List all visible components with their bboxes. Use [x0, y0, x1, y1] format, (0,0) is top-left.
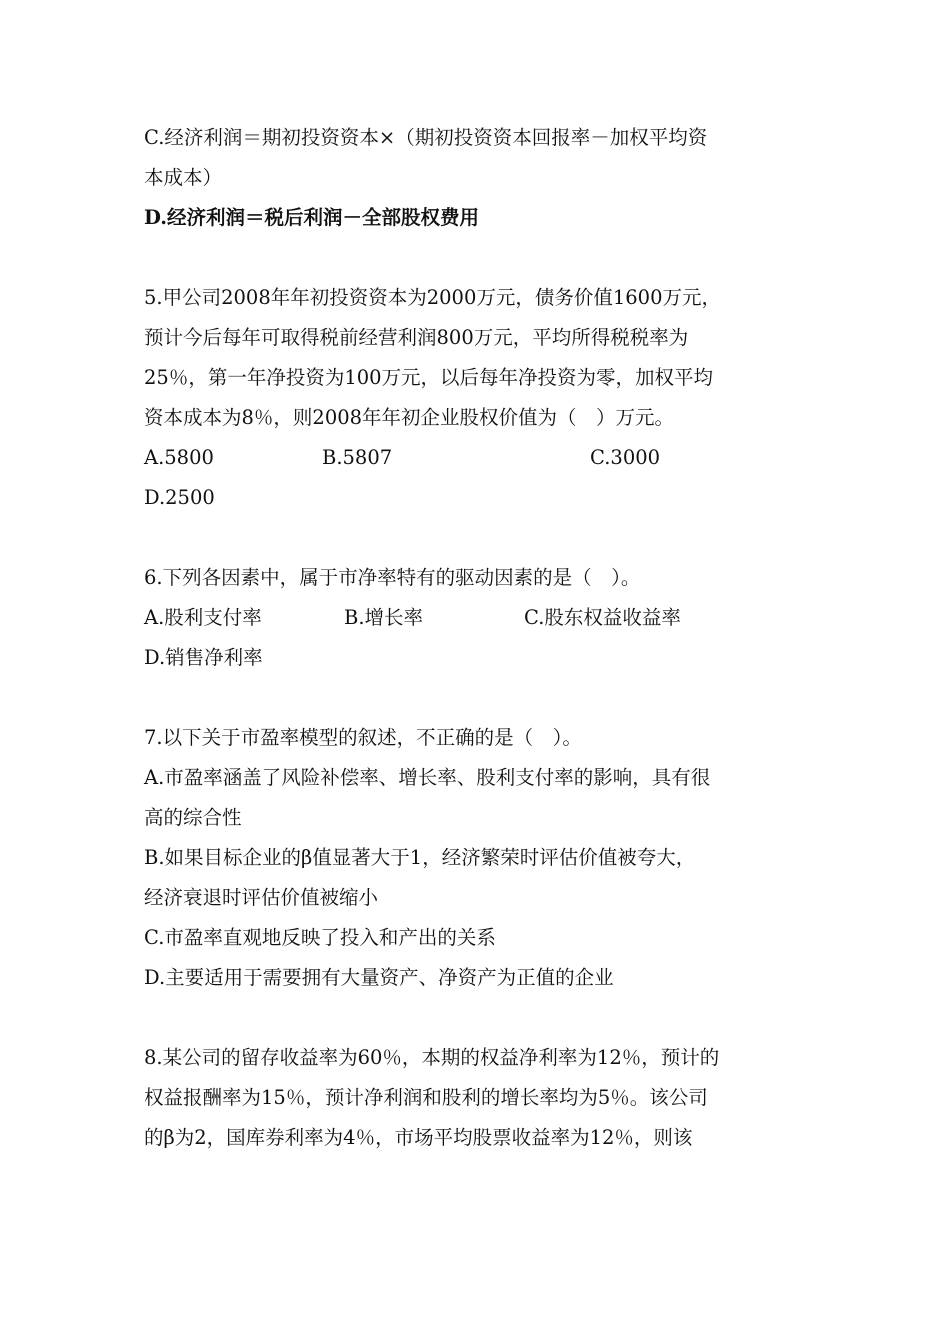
q7-option-d: D.主要适用于需要拥有大量资产、净资产为正值的企业: [144, 966, 614, 989]
spacer: [144, 678, 804, 718]
q5-stem-line4: 资本成本为8％，则2008年年初企业股权价值为（ ）万元。: [144, 406, 675, 429]
q7-option-a-line2: 高的综合性: [144, 806, 242, 829]
q4-option-c-line2: 本成本）: [144, 166, 223, 189]
q6-stem: 6.下列各因素中，属于市净率特有的驱动因素的是（ ）。: [144, 566, 641, 589]
q5-stem-line1: 5.甲公司2008年年初投资资本为2000万元，债务价值1600万元，: [144, 286, 721, 309]
q8-stem-line1: 8.某公司的留存收益率为60％，本期的权益净利率为12％，预计的: [144, 1046, 720, 1069]
q4-option-c-line1: C.经济利润＝期初投资资本×（期初投资资本回报率－加权平均资: [144, 126, 708, 149]
spacer: [144, 238, 804, 278]
q7-option-b-line2: 经济衰退时评估价值被缩小: [144, 886, 379, 909]
q6-option-d: D.销售净利率: [144, 646, 263, 669]
spacer: [144, 998, 804, 1038]
q4-option-d: D.经济利润＝税后利润－全部股权费用: [144, 206, 480, 229]
q7-option-b-line1: B.如果目标企业的β值显著大于1，经济繁荣时评估价值被夸大，: [144, 846, 696, 869]
q5-option-a: A.5800: [144, 446, 214, 469]
q5-option-b: B.5807: [322, 446, 393, 469]
q6-option-c: C.股东权益收益率: [524, 606, 681, 629]
q7-stem: 7.以下关于市盈率模型的叙述，不正确的是（ ）。: [144, 726, 582, 749]
q5-stem-line3: 25％，第一年净投资为100万元，以后每年净投资为零，加权平均: [144, 366, 714, 389]
q8-stem-line3: 的β为2，国库券利率为4％，市场平均股票收益率为12％，则该: [144, 1126, 693, 1149]
q6-options-row: [144, 598, 804, 638]
q5-options-row: [144, 438, 804, 478]
q7-option-c: C.市盈率直观地反映了投入和产出的关系: [144, 926, 496, 949]
q5-option-d: D.2500: [144, 486, 215, 509]
q5-stem-line2: 预计今后每年可取得税前经营利润800万元，平均所得税税率为: [144, 326, 689, 349]
q7-option-a-line1: A.市盈率涵盖了风险补偿率、增长率、股利支付率的影响，具有很: [144, 766, 711, 789]
q6-option-a: A.股利支付率: [144, 606, 262, 629]
q5-option-c: C.3000: [590, 446, 661, 469]
q8-stem-line2: 权益报酬率为15％，预计净利润和股利的增长率均为5％。该公司: [144, 1086, 708, 1109]
spacer: [144, 518, 804, 558]
document-page: [144, 118, 804, 1158]
q6-option-b: B.增长率: [344, 606, 424, 629]
